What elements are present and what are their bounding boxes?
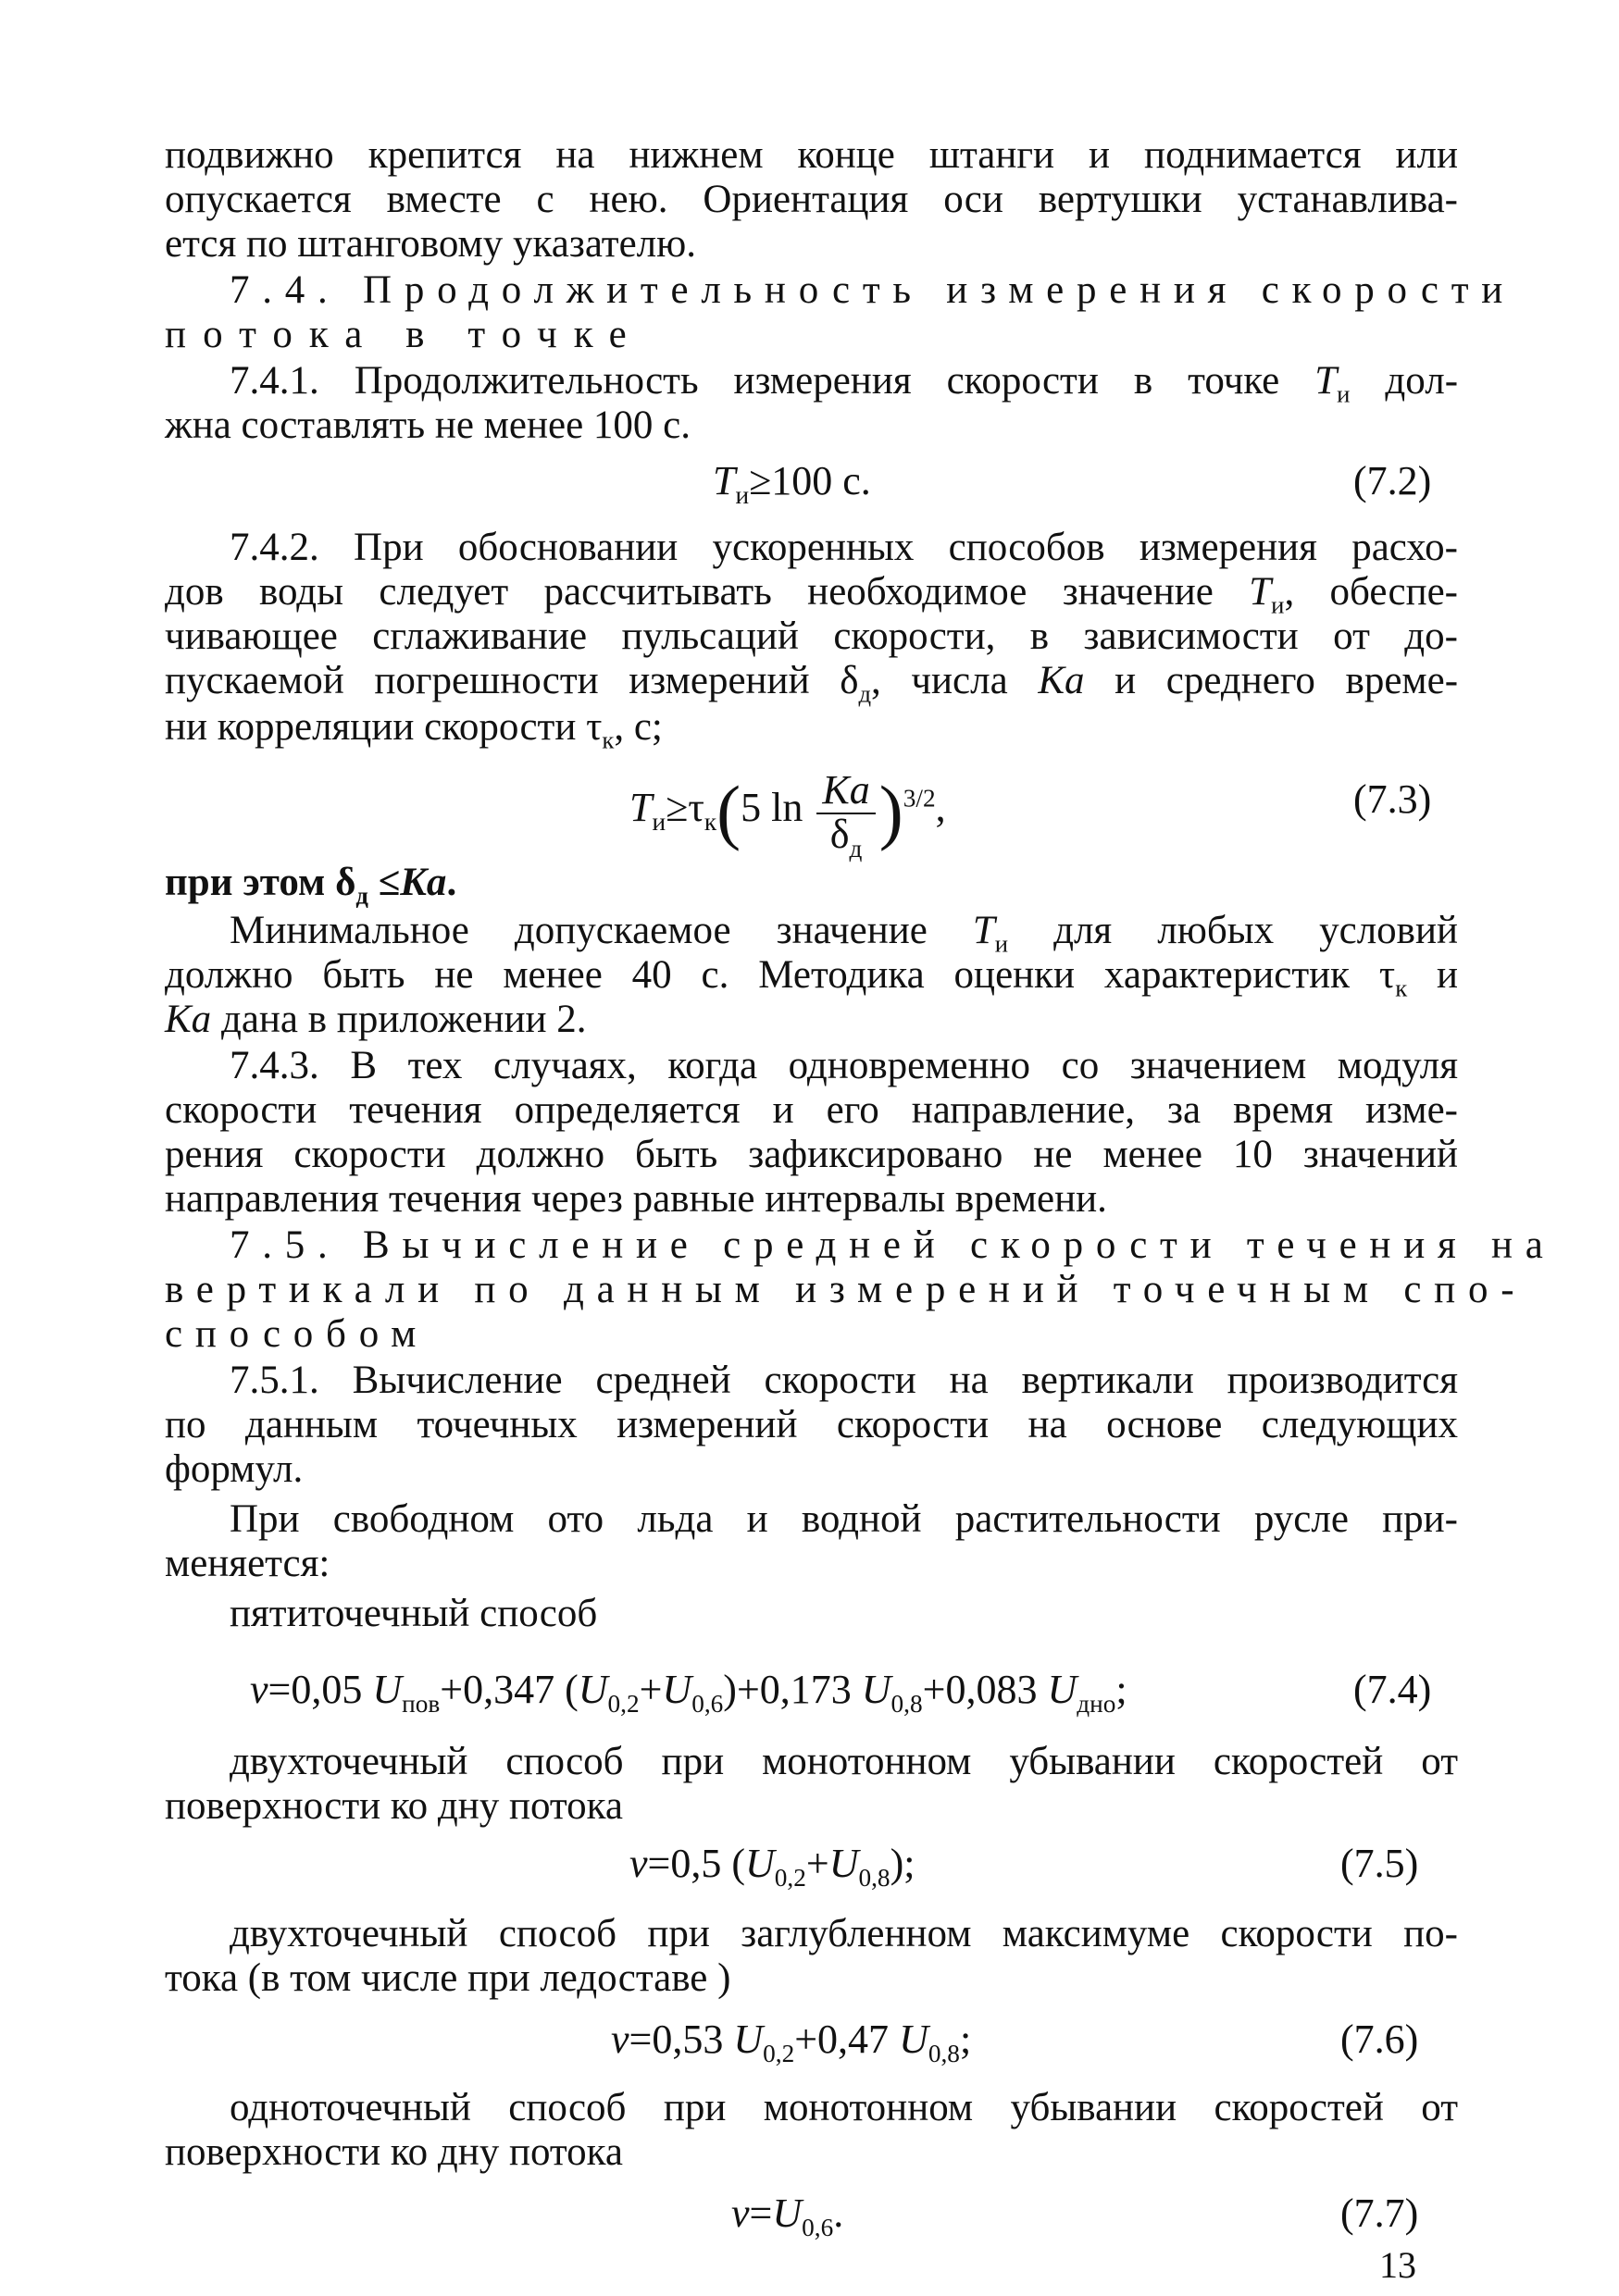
text-line: тока (в том числе при ледоставе ) bbox=[165, 1956, 731, 2000]
text-line: ется по штанговому указателю. bbox=[165, 222, 697, 266]
paragraph-7-4-1: 7.4.1. Продолжительность измерения скорости в точке $T_и$ дол- bbox=[230, 359, 1459, 408]
equation-number: (7.6) bbox=[1340, 2017, 1419, 2062]
text-line: направления течения через равные интервалы времени. bbox=[165, 1177, 1107, 1221]
equation-number: (7.7) bbox=[1340, 2191, 1419, 2236]
equation-7-7: $v=U_{0,6}$. bbox=[731, 2191, 844, 2241]
method-one-point: одноточечный способ при монотонном убывании скоростей от bbox=[230, 2086, 1458, 2129]
text-line: подвижно крепится на нижнем конце штанги и поднимается или bbox=[165, 133, 1458, 177]
equation-number: (7.3) bbox=[1353, 776, 1432, 822]
page-number: 13 bbox=[1379, 2244, 1416, 2286]
section-heading-7-5-cont: способом bbox=[165, 1312, 430, 1356]
paragraph-7-5-1: 7.5.1. Вычисление средней скорости на вертикали производится bbox=[230, 1359, 1458, 1402]
fraction: $\frac{Ka}{\delta_д}$ bbox=[816, 768, 875, 855]
equation-7-3: $T_и\ge\tau_к(5$ ln $\frac{Ka}{\delta_д}$ )$^{3/2}$, bbox=[629, 767, 946, 863]
text-line: рения скорости должно быть зафиксировано не менее 10 значений bbox=[165, 1133, 1458, 1176]
text-line: опускается вместе с нею. Ориентация оси вертушки устанавлива- bbox=[165, 178, 1458, 221]
text-line: поверхности ко дну потока bbox=[165, 1784, 623, 1828]
equation-7-2: $T_и\ge 100$ с. bbox=[713, 458, 871, 509]
section-heading-7-4-cont: потока в точке bbox=[165, 313, 643, 356]
text-line: Ka дана в приложении 2. bbox=[165, 998, 587, 1041]
section-heading-7-5: 7.5. Вычисление средней скорости течения на bbox=[230, 1223, 1556, 1267]
equation-number: (7.2) bbox=[1353, 458, 1432, 503]
equation-7-4: v=0,05 $U_{пов}+0,347$ $(U_{0,2}+U_{0,6})+0,173$ $U_{0,8}+0,083$ $U_{дно}$; bbox=[250, 1667, 1127, 1718]
text-line: чивающее сглаживание пульсаций скорости, в зависимости от до- bbox=[165, 614, 1458, 658]
equation-7-6: v=0,53 $U_{0,2}+0,47$ $U_{0,8}$; bbox=[611, 2017, 972, 2067]
text-line: меняется: bbox=[165, 1542, 330, 1585]
text-line: формул. bbox=[165, 1447, 304, 1491]
section-heading-7-5-cont: вертикали по данным измерений точечным спо- bbox=[165, 1268, 1527, 1311]
text-line: скорости течения определяется и его направление, за время изме- bbox=[165, 1088, 1458, 1132]
equation-number: (7.5) bbox=[1340, 1841, 1419, 1886]
paragraph-free-channel: При свободном ото льда и водной растительности русле при- bbox=[230, 1497, 1458, 1541]
paragraph-7-4-3: 7.4.3. В тех случаях, когда одновременно со значением модуля bbox=[230, 1044, 1458, 1087]
text-line: жна составлять не менее 100 с. bbox=[165, 403, 691, 447]
method-two-point-monotone: двухточечный способ при монотонном убывании скоростей от bbox=[230, 1740, 1458, 1783]
condition-line: при этом $\delta_д \le Ka$. bbox=[165, 861, 457, 910]
equation-7-5: v=0,5 $(U_{0,2}+U_{0,8})$; bbox=[629, 1841, 915, 1892]
text-line: ни корреляции скорости $\tau_к$, с; bbox=[165, 705, 663, 754]
text-line: по данным точечных измерений скорости на основе следующих bbox=[165, 1403, 1458, 1446]
text-line: должно быть не менее 40 с. Методика оценки характеристик $\tau_к$ и bbox=[165, 953, 1459, 1002]
section-heading-7-4: 7.4. Продолжительность измерения скорости bbox=[230, 268, 1516, 312]
equation-number: (7.4) bbox=[1353, 1667, 1432, 1712]
paragraph-minimal: Минимальное допускаемое значение $T_и$ для любых условий bbox=[230, 909, 1459, 958]
method-five-point: пятиточечный способ bbox=[230, 1592, 598, 1635]
paragraph-7-4-2: 7.4.2. При обосновании ускоренных способов измерения расхо- bbox=[230, 526, 1458, 569]
text-line: дов воды следует рассчитывать необходимое значение $T_и$, обеспе- bbox=[165, 570, 1459, 619]
text-line: поверхности ко дну потока bbox=[165, 2130, 623, 2174]
text-line: пускаемой погрешности измерений $\delta_д$, числа Ka и среднего време- bbox=[165, 659, 1459, 708]
method-two-point-deep-max: двухточечный способ при заглубленном максимуме скорости по- bbox=[230, 1912, 1458, 1955]
